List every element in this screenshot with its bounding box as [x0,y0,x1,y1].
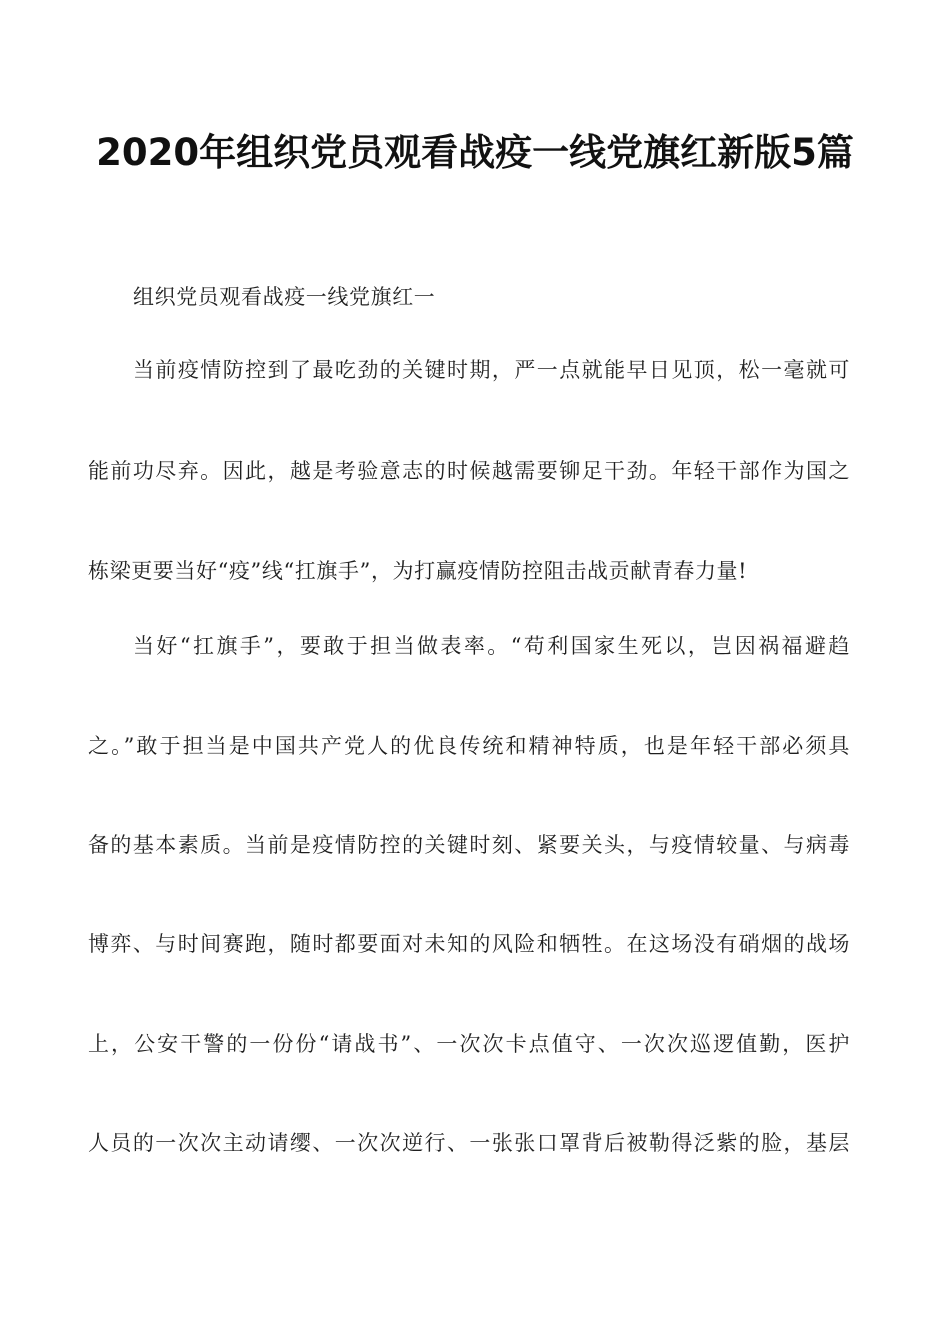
paragraph-line: 之。”敢于担当是中国共产党人的优良传统和精神特质，也是年轻干部必须具 [88,734,850,758]
paragraph-line: 能前功尽弃。因此，越是考验意志的时候越需要铆足干劲。年轻干部作为国之 [88,459,850,483]
document-title: 2020年组织党员观看战疫一线党旗红新版5篇 [96,131,854,174]
paragraph-line: 栋梁更要当好“疫”线“扛旗手”，为打赢疫情防控阻击战贡献青春力量! [88,559,748,583]
paragraph-line: 上，公安干警的一份份“请战书”、一次次卡点值守、一次次巡逻值勤，医护 [88,1032,850,1056]
paragraph-line: 备的基本素质。当前是疫情防控的关键时刻、紧要关头，与疫情较量、与病毒 [88,833,850,857]
paragraph-line: 博弈、与时间赛跑，随时都要面对未知的风险和牺牲。在这场没有硝烟的战场 [88,932,850,956]
paragraph-line: 人员的一次次主动请缨、一次次逆行、一张张口罩背后被勒得泛紫的脸，基层 [88,1131,850,1155]
section-heading: 组织党员观看战疫一线党旗红一 [133,285,436,309]
paragraph-line: 当前疫情防控到了最吃劲的关键时期，严一点就能早日见顶，松一毫就可 [133,358,850,382]
paragraph-line: 当好“扛旗手”，要敢于担当做表率。“苟利国家生死以，岂因祸福避趋 [133,634,850,658]
